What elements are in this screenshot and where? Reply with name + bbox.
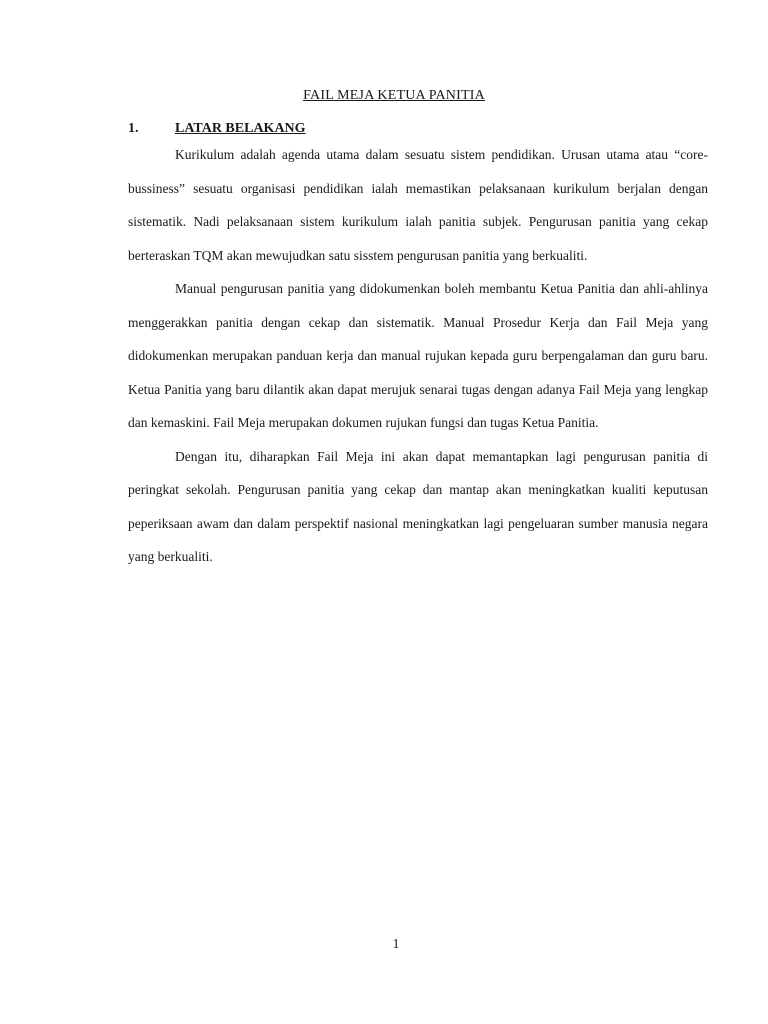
- page-number: 1: [392, 937, 400, 952]
- section-title: LATAR BELAKANG: [175, 121, 306, 136]
- paragraph-2: Manual pengurusan panitia yang didokumenkan boleh membantu Ketua Panitia dan ahli-ahlinya menggerakkan panitia dengan cekap dan sistematik. Manual Prosedur Kerja dan Fail Meja yang didokumenkan merupakan panduan kerja dan manual rujukan kepada guru berpengalaman dan guru baru. Ketua Panitia yang baru dilantik akan dapat merujuk senarai tugas dengan adanya Fail Meja yang lengkap dan kemaskini. Fail Meja merupakan dokumen rujukan fungsi dan tugas Ketua Panitia.: [128, 281, 708, 430]
- section-body: [128, 138, 708, 574]
- document-title: FAIL MEJA KETUA PANITIA: [303, 88, 485, 103]
- section-number: 1.: [128, 121, 139, 136]
- paragraph-1: Kurikulum adalah agenda utama dalam sesuatu sistem pendidikan. Urusan utama atau “core-bussiness” sesuatu organisasi pendidikan ialah memastikan pelaksanaan kurikulum berjalan dengan sistematik. Nadi pelaksanaan sistem kurikulum ialah panitia subjek. Pengurusan panitia yang cekap berteraskan TQM akan mewujudkan satu sisstem pengurusan panitia yang berkualiti.: [128, 147, 708, 263]
- section-heading: [128, 121, 306, 137]
- paragraph-3: Dengan itu, diharapkan Fail Meja ini akan dapat memantapkan lagi pengurusan panitia di peringkat sekolah. Pengurusan panitia yang cekap dan mantap akan meningkatkan kualiti keputusan peperiksaan awam dan dalam perspektif nasional meningkatkan lagi pengeluaran sumber manusia negara yang berkualiti.: [128, 448, 708, 564]
